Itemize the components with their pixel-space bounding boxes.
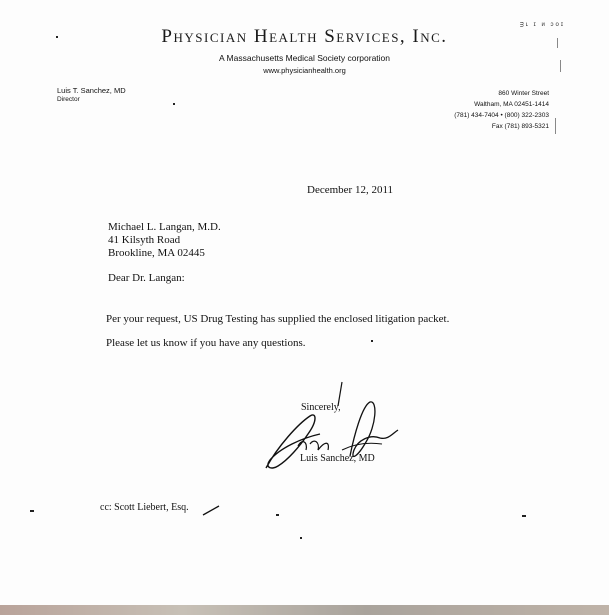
scan-speck bbox=[555, 118, 556, 134]
bottom-scan-strip bbox=[0, 605, 609, 615]
org-tagline: A Massachusetts Medical Society corporation bbox=[218, 53, 391, 63]
scan-speck bbox=[300, 537, 302, 539]
org-website: www.physicianhealth.org bbox=[263, 66, 346, 75]
scan-speck bbox=[276, 514, 279, 516]
scan-speck bbox=[30, 510, 34, 512]
scan-speck bbox=[557, 38, 558, 48]
address-city: Waltham, MA 02451-1414 bbox=[474, 101, 549, 108]
scan-speck bbox=[173, 103, 175, 105]
recipient-city: Brookline, MA 02445 bbox=[108, 247, 205, 259]
salutation: Dear Dr. Langan: bbox=[108, 272, 185, 284]
scan-speck bbox=[371, 340, 373, 342]
scan-speck bbox=[56, 36, 58, 38]
cc-line: cc: Scott Liebert, Esq. bbox=[100, 502, 189, 513]
recipient-street: 41 Kilsyth Road bbox=[108, 234, 181, 246]
paragraph-1: Per your request, US Drug Testing has supplied the enclosed litigation packet. bbox=[106, 313, 450, 325]
recipient-name: Michael L. Langan, M.D. bbox=[108, 221, 221, 233]
closing: Sincerely, bbox=[301, 402, 341, 413]
address-fax: Fax (781) 893-5321 bbox=[491, 123, 549, 130]
address-phone: (781) 434-7404 • (800) 322-2303 bbox=[454, 112, 549, 119]
letter-date: December 12, 2011 bbox=[307, 184, 394, 196]
director-name: Luis T. Sanchez, MD bbox=[57, 86, 126, 95]
cc-mark-icon bbox=[202, 504, 220, 516]
paragraph-2: Please let us know if you have any questions. bbox=[106, 337, 306, 349]
director-title: Director bbox=[57, 96, 80, 103]
address-street: 860 Winter Street bbox=[498, 90, 549, 97]
org-name: Physician Health Services, Inc. bbox=[161, 26, 448, 47]
signature-icon bbox=[258, 376, 408, 476]
signer-name: Luis Sanchez, MD bbox=[300, 453, 375, 464]
corner-fax-mark: ᴟʟ ɪ ᴎ ᴐᴏɪ bbox=[520, 22, 565, 28]
scan-speck bbox=[522, 515, 526, 517]
scan-speck bbox=[560, 60, 561, 72]
